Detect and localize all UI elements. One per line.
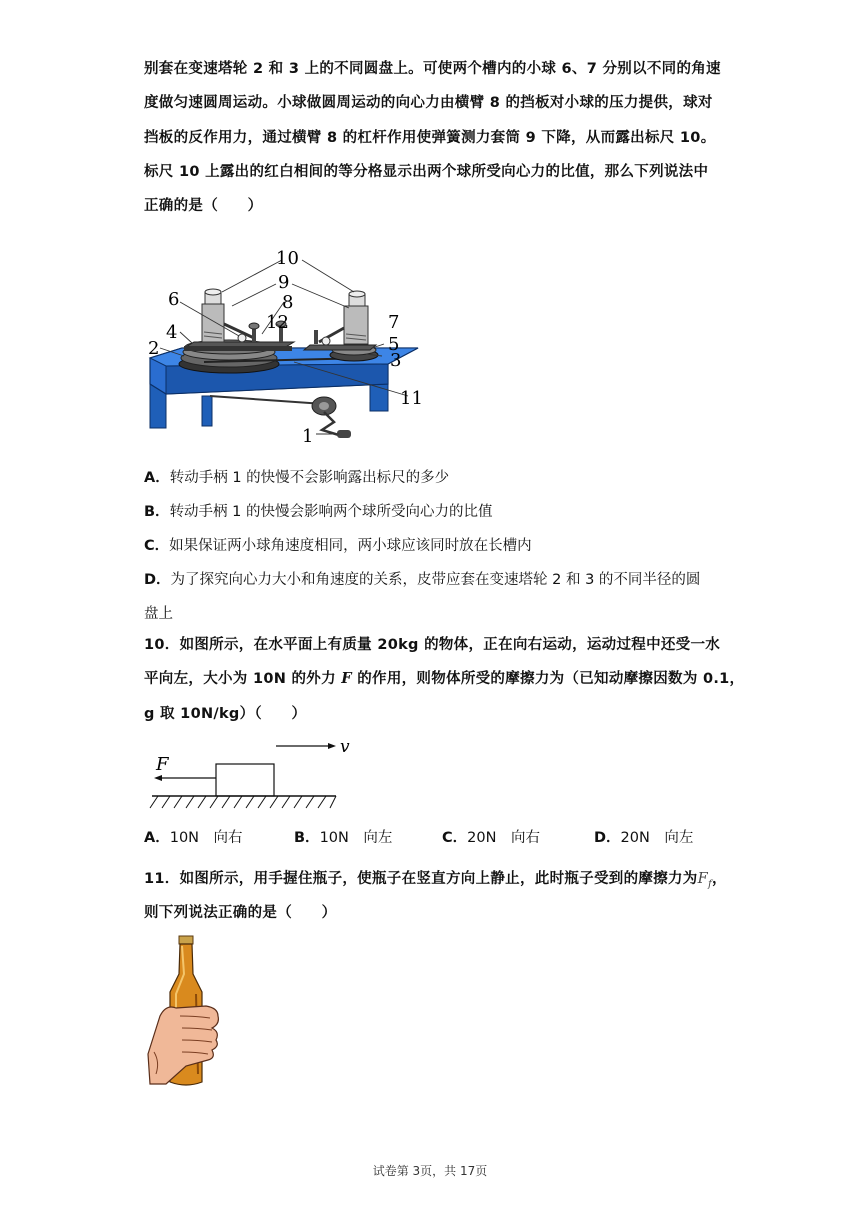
option-text: 转动手柄 1 的快慢不会影响露出标尺的多少 — [169, 470, 450, 486]
friction-symbol: $F_f$ — [697, 871, 712, 890]
hand-holding-bottle-figure — [146, 934, 226, 1090]
velocity-label: v — [340, 737, 350, 757]
q9-stem-line: 度做匀速圆周运动。小球做圆周运动的向心力由横臂 8 的挡板对小球的压力提供，球对 — [144, 95, 713, 112]
label-10: 10 — [276, 248, 299, 269]
q9-option-c[interactable] — [144, 534, 532, 555]
block-on-surface-figure — [148, 734, 348, 814]
label-2: 2 — [148, 338, 160, 359]
label-9: 9 — [278, 272, 290, 293]
q9-option-d-continued — [144, 602, 173, 623]
label-12: 12 — [266, 312, 289, 333]
q11-stem-line: 11．如图所示，用手握住瓶子，使瓶子在竖直方向上静止，此时瓶子受到的摩擦力为$F_f$， — [144, 871, 727, 890]
q9-stem-line: 挡板的反作用力，通过横臂 8 的杠杆作用使弹簧测力套筒 9 下降，从而露出标尺 10。 — [144, 129, 716, 146]
page-footer: 试卷第 3页，共 17页 — [372, 1164, 488, 1178]
q9-option-b[interactable] — [144, 500, 493, 521]
q10-stem-line: g 取 10N/kg）（ ） — [144, 705, 307, 722]
force-variable: F — [341, 670, 352, 688]
option-letter: C． — [144, 538, 170, 554]
option-text: 为了探究向心力大小和角速度的关系，皮带应套在变速塔轮 2 和 3 的不同半径的圆 — [170, 572, 701, 588]
label-8: 8 — [282, 292, 294, 313]
label-7: 7 — [388, 312, 400, 333]
q11-stem — [144, 862, 727, 931]
q9-stem-line: 别套在变速塔轮 2 和 3 上的不同圆盘上。可使两个槽内的小球 6、7 分别以不同的角速 — [144, 61, 721, 77]
q10-stem-line: 平向左，大小为 10N 的外力 F 的作用，则物体所受的摩擦力为（已知动摩擦因数为 0.1， — [144, 670, 745, 688]
q10-option-d[interactable]: D．20N 向左 — [594, 830, 694, 846]
q10-option-b[interactable]: B．10N 向左 — [294, 830, 393, 846]
q9-stem-line: 正确的是（ ） — [144, 198, 263, 215]
option-text: 如果保证两小球角速度相同，两小球应该同时放在长槽内 — [169, 538, 532, 554]
q9-stem-line: 标尺 10 上露出的红白相间的等分格显示出两个球所受向心力的比值，那么下列说法中 — [144, 163, 709, 180]
label-4: 4 — [166, 322, 178, 343]
option-letter: D． — [144, 572, 171, 588]
q9-option-d[interactable] — [144, 568, 700, 589]
q11-stem-line: 则下列说法正确的是（ ） — [144, 905, 337, 922]
q9-stem — [144, 52, 721, 223]
option-letter: B． — [144, 504, 170, 520]
label-1: 1 — [302, 426, 314, 447]
centripetal-force-apparatus-figure — [144, 246, 434, 446]
question-number: 11． — [144, 871, 180, 887]
force-label: F — [156, 754, 169, 775]
option-text: 转动手柄 1 的快慢会影响两个球所受向心力的比值 — [169, 504, 493, 520]
question-number: 10． — [144, 637, 180, 653]
q10-option-c[interactable]: C．20N 向右 — [442, 830, 540, 846]
option-letter: A． — [144, 470, 170, 486]
q9-option-a[interactable] — [144, 466, 449, 487]
label-3: 3 — [390, 350, 402, 371]
q10-stem — [144, 628, 745, 731]
label-6: 6 — [168, 289, 180, 310]
label-5: 5 — [388, 334, 400, 355]
label-11: 11 — [400, 388, 423, 409]
q10-stem-line: 10．如图所示，在水平面上有质量 20kg 的物体，正在向右运动，运动过程中还受一水 — [144, 637, 721, 653]
q10-option-a[interactable]: A．10N 向右 — [144, 830, 243, 846]
option-text: 盘上 — [144, 606, 173, 622]
